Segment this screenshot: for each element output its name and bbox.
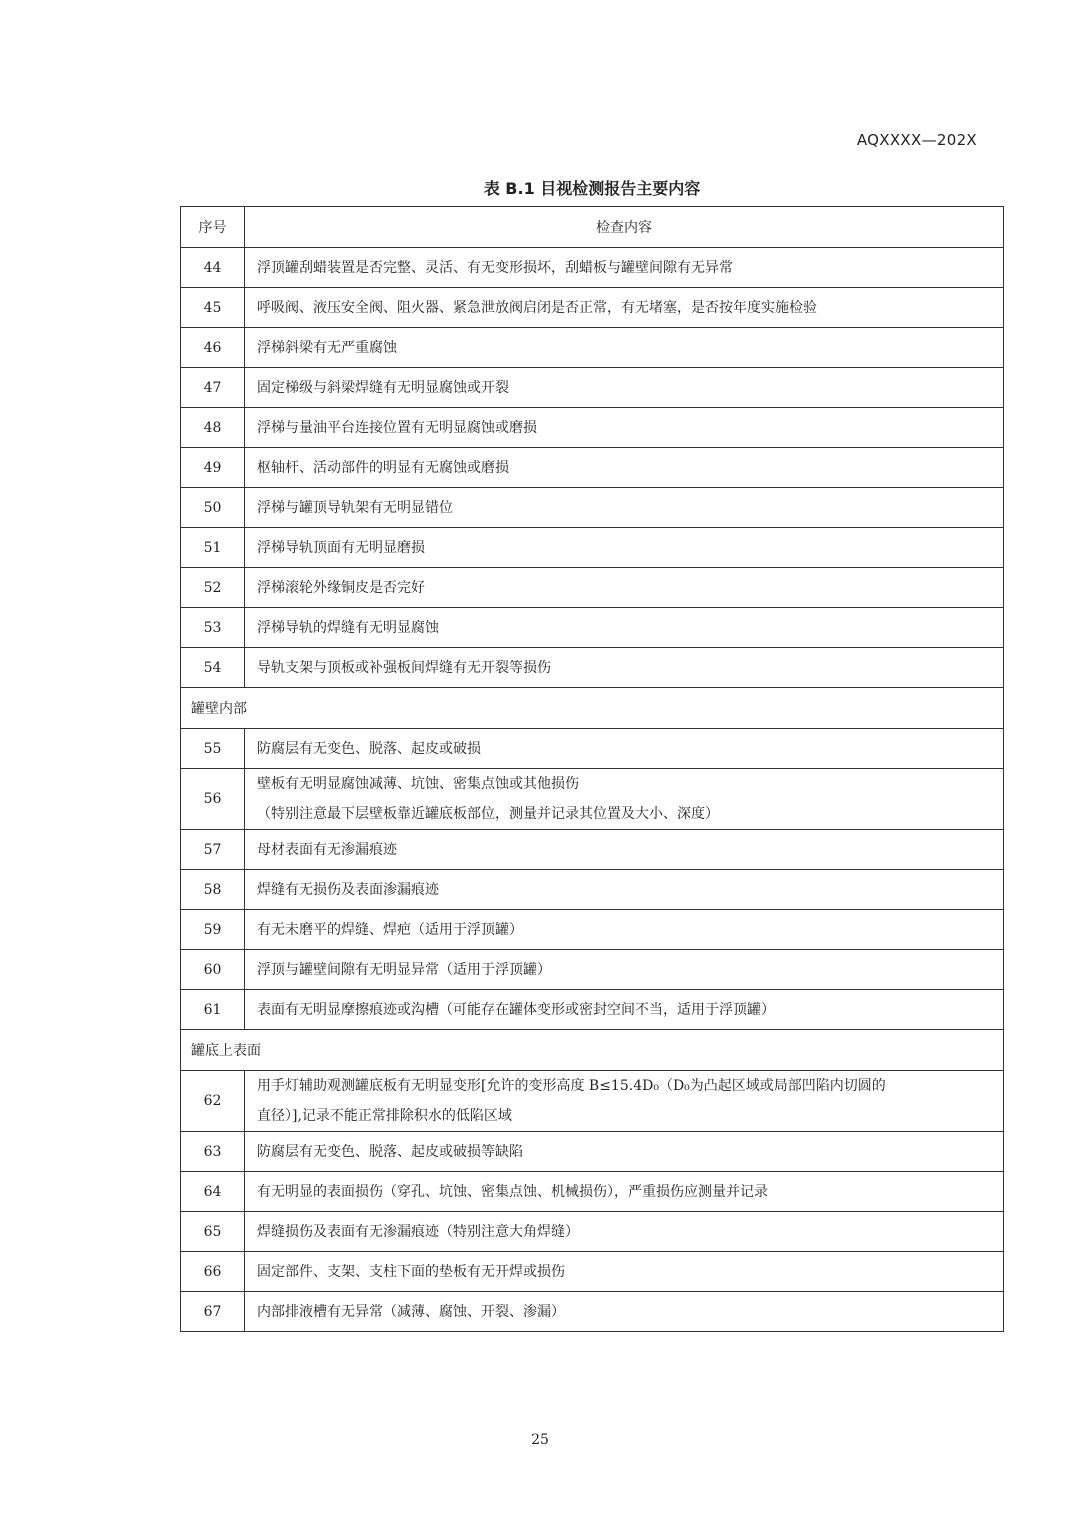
- row-content: [245, 1071, 1004, 1132]
- table-row: [181, 769, 1004, 830]
- row-content: [245, 1212, 1004, 1252]
- content-line: 浮梯与罐顶导轨架有无明显错位: [257, 499, 453, 516]
- table-row: [181, 910, 1004, 950]
- content-line: 浮顶与罐壁间隙有无明显异常（适用于浮顶罐）: [257, 961, 551, 978]
- content-line: 呼吸阀、液压安全阀、阻火器、紧急泄放阀启闭是否正常，有无堵塞，是否按年度实施检验: [257, 299, 817, 316]
- table-row: [181, 729, 1004, 769]
- row-content: [245, 910, 1004, 950]
- row-content: [245, 528, 1004, 568]
- table-row: [181, 448, 1004, 488]
- row-number: 66: [181, 1252, 245, 1292]
- table-row: [181, 328, 1004, 368]
- row-content: [245, 288, 1004, 328]
- row-number: 45: [181, 288, 245, 328]
- table-body: [181, 248, 1004, 1332]
- content-line: 导轨支架与顶板或补强板间焊缝有无开裂等损伤: [257, 659, 551, 676]
- table-row: [181, 648, 1004, 688]
- row-number: 57: [181, 830, 245, 870]
- row-content: [245, 870, 1004, 910]
- content-line: 浮梯导轨的焊缝有无明显腐蚀: [257, 619, 439, 636]
- row-number: 56: [181, 769, 245, 830]
- row-content: [245, 608, 1004, 648]
- table-row: [181, 1212, 1004, 1252]
- row-content: [245, 729, 1004, 769]
- row-number: 49: [181, 448, 245, 488]
- row-content: [245, 568, 1004, 608]
- content-line: 浮顶罐刮蜡装置是否完整、灵活、有无变形损坏，刮蜡板与罐壁间隙有无异常: [257, 259, 733, 276]
- row-number: 48: [181, 408, 245, 448]
- row-content: [245, 950, 1004, 990]
- row-number: 67: [181, 1292, 245, 1332]
- table-row: [181, 1252, 1004, 1292]
- table-row: [181, 248, 1004, 288]
- row-number: 50: [181, 488, 245, 528]
- row-number: 44: [181, 248, 245, 288]
- table-row: [181, 608, 1004, 648]
- table-row: [181, 990, 1004, 1030]
- section-label: 罐底上表面: [181, 1030, 1004, 1071]
- row-number: 46: [181, 328, 245, 368]
- row-content: [245, 368, 1004, 408]
- row-content: [245, 1292, 1004, 1332]
- row-number: 63: [181, 1132, 245, 1172]
- table-row: [181, 830, 1004, 870]
- content-line: 直径）],记录不能正常排除积水的低陷区域: [257, 1108, 512, 1124]
- row-number: 65: [181, 1212, 245, 1252]
- content-line: 固定部件、支架、支柱下面的垫板有无开焊或损伤: [257, 1263, 565, 1280]
- content-line: 有无明显的表面损伤（穿孔、坑蚀、密集点蚀、机械损伤），严重损伤应测量并记录: [257, 1183, 768, 1200]
- row-number: 55: [181, 729, 245, 769]
- table-row: [181, 1132, 1004, 1172]
- content-line: 浮梯滚轮外缘铜皮是否完好: [257, 579, 425, 596]
- row-content: [245, 1172, 1004, 1212]
- row-number: 52: [181, 568, 245, 608]
- content-line: 有无未磨平的焊缝、焊疤（适用于浮顶罐）: [257, 921, 523, 938]
- content-line: 焊缝损伤及表面有无渗漏痕迹（特别注意大角焊缝）: [257, 1223, 579, 1240]
- content-line: 浮梯与量油平台连接位置有无明显腐蚀或磨损: [257, 419, 537, 436]
- row-content: [245, 990, 1004, 1030]
- row-content: [245, 1132, 1004, 1172]
- content-line: 枢轴杆、活动部件的明显有无腐蚀或磨损: [257, 459, 509, 476]
- row-number: 54: [181, 648, 245, 688]
- content-line: 防腐层有无变色、脱落、起皮或破损等缺陷: [257, 1143, 523, 1160]
- row-content: [245, 830, 1004, 870]
- page-number: 25: [531, 1432, 549, 1448]
- content-line: 浮梯斜梁有无严重腐蚀: [257, 339, 397, 356]
- row-content: [245, 408, 1004, 448]
- table-row: [181, 528, 1004, 568]
- table-row: [181, 568, 1004, 608]
- row-content: [245, 248, 1004, 288]
- section-row: [181, 688, 1004, 729]
- row-number: 61: [181, 990, 245, 1030]
- table-title: 表 B.1 目视检测报告主要内容: [483, 179, 701, 198]
- row-number: 59: [181, 910, 245, 950]
- table-row: [181, 488, 1004, 528]
- inspection-table: [180, 206, 1004, 1332]
- table-row: [181, 1172, 1004, 1212]
- table-row: [181, 288, 1004, 328]
- content-line: 防腐层有无变色、脱落、起皮或破损: [257, 740, 481, 757]
- content-line: 焊缝有无损伤及表面渗漏痕迹: [257, 881, 439, 898]
- content-line: 固定梯级与斜梁焊缝有无明显腐蚀或开裂: [257, 379, 509, 396]
- content-line: 浮梯导轨顶面有无明显磨损: [257, 539, 425, 556]
- row-number: 64: [181, 1172, 245, 1212]
- row-number: 47: [181, 368, 245, 408]
- table-row: [181, 1292, 1004, 1332]
- row-number: 53: [181, 608, 245, 648]
- column-header-number: 序号: [181, 207, 245, 248]
- content-line: 表面有无明显摩擦痕迹或沟槽（可能存在罐体变形或密封空间不当，适用于浮顶罐）: [257, 1001, 775, 1018]
- row-content: [245, 488, 1004, 528]
- row-content: [245, 328, 1004, 368]
- row-number: 60: [181, 950, 245, 990]
- table-row: [181, 368, 1004, 408]
- table-row: [181, 1071, 1004, 1132]
- row-content: [245, 1252, 1004, 1292]
- row-number: 58: [181, 870, 245, 910]
- row-number: 51: [181, 528, 245, 568]
- section-label: 罐壁内部: [181, 688, 1004, 729]
- table-row: [181, 870, 1004, 910]
- document-code: AQXXXX—202X: [856, 131, 977, 149]
- row-content: [245, 769, 1004, 830]
- content-line: 用手灯辅助观测罐底板有无明显变形[允许的变形高度 B≤15.4D₀（D₀为凸起区域或局部凹陷内切圆的: [257, 1078, 886, 1094]
- table-row: [181, 950, 1004, 990]
- content-line: 母材表面有无渗漏痕迹: [257, 841, 397, 858]
- column-header-content: 检查内容: [245, 207, 1004, 248]
- content-line: （特别注意最下层壁板靠近罐底板部位，测量并记录其位置及大小、深度）: [257, 806, 719, 822]
- content-line: 壁板有无明显腐蚀减薄、坑蚀、密集点蚀或其他损伤: [257, 776, 579, 792]
- row-content: [245, 448, 1004, 488]
- content-line: 内部排液槽有无异常（减薄、腐蚀、开裂、渗漏）: [257, 1303, 565, 1320]
- row-content: [245, 648, 1004, 688]
- table-header-row: [181, 207, 1004, 248]
- table-row: [181, 408, 1004, 448]
- section-row: [181, 1030, 1004, 1071]
- row-number: 62: [181, 1071, 245, 1132]
